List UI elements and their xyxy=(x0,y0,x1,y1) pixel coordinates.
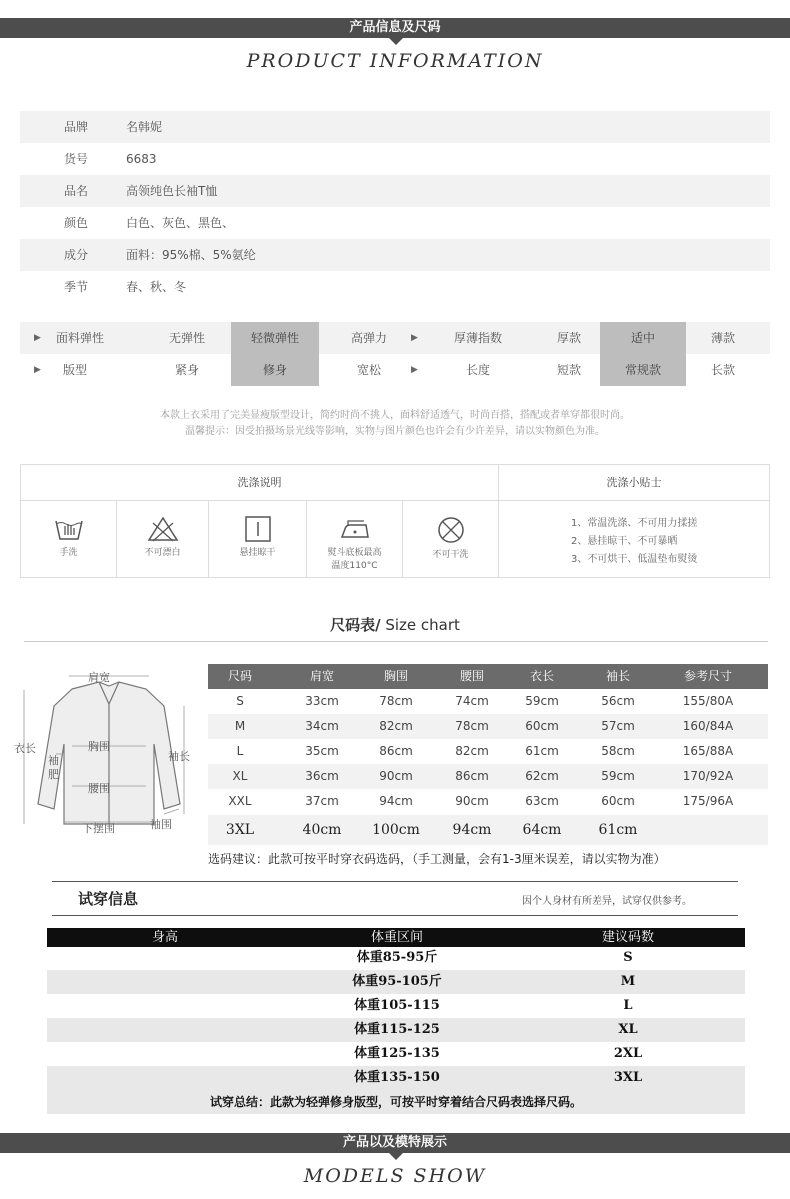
attr-option: 薄款 xyxy=(710,331,735,345)
size-cell: 90cm xyxy=(379,769,413,783)
fit-col-header: 建议码数 xyxy=(601,930,654,945)
fit-cell: M xyxy=(620,974,636,989)
fit-cell: 体重105-115 xyxy=(354,998,440,1013)
size-col-header: 衣长 xyxy=(529,669,554,683)
fit-table-row xyxy=(47,946,745,970)
size-cell: 86cm xyxy=(455,769,489,783)
diagram-label-cuff: 袖围 xyxy=(150,818,172,831)
diagram-label-hem: 下摆围 xyxy=(82,822,115,835)
fit-cell: 体重85-95斤 xyxy=(356,950,438,965)
attr-option: 长款 xyxy=(710,363,735,377)
fit-cell: 体重95-105斤 xyxy=(352,974,442,989)
fit-cell: XL xyxy=(618,1022,638,1037)
care-label: 不可干洗 xyxy=(432,550,469,560)
attr-option: 无弹性 xyxy=(168,331,205,345)
info-row-brand xyxy=(20,111,770,143)
fit-cell: 3XL xyxy=(613,1070,643,1085)
fit-col-header: 身高 xyxy=(151,930,178,945)
size-cell: 64cm xyxy=(522,822,562,838)
hang-dry-icon xyxy=(242,515,274,543)
info-value: 名韩妮 xyxy=(126,120,163,134)
description-note: 本款上衣采用了完美显瘦版型设计，简约时尚不挑人，面料舒适透气，时尚百搭，搭配或者单穿都很时尚。 xyxy=(160,410,630,421)
diagram-label-length: 衣长 xyxy=(14,742,36,755)
fit-table-row xyxy=(47,970,745,994)
info-value: 白色、灰色、黑色、 xyxy=(126,216,235,230)
care-tips-heading: 洗涤小贴士 xyxy=(499,465,769,501)
fit-table-header xyxy=(47,928,745,947)
size-table-row xyxy=(208,815,768,845)
size-chart-title xyxy=(0,614,790,635)
fit-divider-bottom xyxy=(52,915,738,916)
diagram-label-sleeve-width: 袖肥 xyxy=(48,754,59,781)
product-information-title: PRODUCT INFORMATION xyxy=(246,50,544,72)
triangle-right-icon: ▶ xyxy=(34,365,41,375)
size-cell: 60cm xyxy=(525,719,559,733)
size-cell: 63cm xyxy=(525,794,559,808)
garment-diagram xyxy=(14,664,204,838)
care-label: 悬挂晾干 xyxy=(239,548,276,558)
size-col-header: 尺码 xyxy=(227,669,252,683)
info-row-composition xyxy=(20,239,770,271)
attr-option: 高弹力 xyxy=(350,331,387,345)
fit-title: 试穿信息 xyxy=(78,890,139,908)
fit-cell: 2XL xyxy=(613,1046,643,1061)
care-hang-dry xyxy=(209,501,307,578)
attr-row-fit-length xyxy=(20,354,770,386)
top-banner-arrow xyxy=(389,38,403,45)
attr-option: 短款 xyxy=(556,363,581,377)
fit-col-header: 体重区间 xyxy=(370,930,423,945)
size-cell: XL xyxy=(232,769,248,783)
attr-option-selected: 适中 xyxy=(600,322,686,354)
size-cell: 82cm xyxy=(455,744,489,758)
size-col-header: 参考尺寸 xyxy=(683,669,732,683)
fit-divider-top xyxy=(52,881,738,882)
fit-table-row xyxy=(47,1066,745,1090)
bottom-banner-arrow xyxy=(389,1153,403,1160)
top-banner-title: 产品信息及尺码 xyxy=(349,20,441,35)
attr-option: 宽松 xyxy=(356,363,381,377)
size-cell: 36cm xyxy=(305,769,339,783)
attr-label-length: 长度 xyxy=(465,363,490,377)
care-iron xyxy=(307,501,403,578)
diagram-label-sleeve-length: 袖长 xyxy=(168,750,190,763)
info-key: 货号 xyxy=(64,152,89,166)
no-bleach-icon xyxy=(147,515,179,543)
attr-option: 厚款 xyxy=(556,331,581,345)
info-key: 成分 xyxy=(64,248,89,262)
triangle-right-icon: ▶ xyxy=(34,333,41,343)
color-disclaimer: 温馨提示：因受拍摄场景光线等影响，实物与图片颜色也许会有少许差异，请以实物颜色为准。 xyxy=(185,426,605,437)
size-cell: 100cm xyxy=(372,822,420,838)
bottom-banner-title: 产品以及模特展示 xyxy=(342,1135,447,1150)
size-table-row xyxy=(208,789,768,814)
size-table-row xyxy=(208,739,768,764)
fit-cell: 体重135-150 xyxy=(354,1070,440,1085)
fit-summary: 试穿总结：此款为轻弹修身版型，可按平时穿着结合尺码表选择尺码。 xyxy=(47,1090,745,1114)
fit-cell: S xyxy=(623,950,633,965)
attr-label-thickness: 厚薄指数 xyxy=(453,331,502,345)
fit-cell: 体重125-135 xyxy=(354,1046,440,1061)
triangle-right-icon: ▶ xyxy=(411,333,418,343)
attr-label-elasticity: 面料弹性 xyxy=(55,331,104,345)
size-cell: 33cm xyxy=(305,694,339,708)
care-no-dry-clean xyxy=(403,501,499,578)
care-panel xyxy=(20,464,770,578)
size-cell: 59cm xyxy=(525,694,559,708)
fit-table-row xyxy=(47,1018,745,1042)
size-cell: 82cm xyxy=(379,719,413,733)
care-tip: 3、不可烘干、低温垫布熨烫 xyxy=(571,554,698,565)
size-cell: 94cm xyxy=(452,822,492,838)
care-label: 手洗 xyxy=(59,548,78,558)
size-cell: 34cm xyxy=(305,719,339,733)
size-cell: 58cm xyxy=(601,744,635,758)
care-hand-wash xyxy=(21,501,117,578)
size-advice: 选码建议：此款可按平时穿衣码选码，（手工测量，会有1-3厘米误差，请以实物为准） xyxy=(208,852,666,866)
size-col-header: 腰围 xyxy=(459,669,484,683)
size-cell: 94cm xyxy=(379,794,413,808)
size-chart-title-en: Size chart xyxy=(380,616,460,634)
attr-label-fit: 版型 xyxy=(62,363,87,377)
size-cell: 60cm xyxy=(601,794,635,808)
size-cell: 40cm xyxy=(302,822,342,838)
size-cell: 59cm xyxy=(601,769,635,783)
size-cell: 35cm xyxy=(305,744,339,758)
info-value: 春、秋、冬 xyxy=(126,280,187,294)
size-table-row xyxy=(208,689,768,714)
iron-icon xyxy=(338,515,372,543)
size-col-header: 袖长 xyxy=(605,669,630,683)
size-cell: 57cm xyxy=(601,719,635,733)
triangle-right-icon: ▶ xyxy=(411,365,418,375)
attr-option-selected: 常规款 xyxy=(600,354,686,386)
size-cell: M xyxy=(234,719,246,733)
info-key: 颜色 xyxy=(64,216,89,230)
size-table-row xyxy=(208,714,768,739)
diagram-label-waist: 腰围 xyxy=(88,782,110,795)
care-instructions-heading: 洗涤说明 xyxy=(21,465,499,501)
size-cell: 56cm xyxy=(601,694,635,708)
care-label: 温度110°C xyxy=(331,561,378,571)
size-chart-divider xyxy=(24,641,768,642)
size-cell: 155/80A xyxy=(682,694,734,708)
size-chart-title-cn: 尺码表/ xyxy=(330,616,381,634)
attr-option: 紧身 xyxy=(174,363,199,377)
info-key: 品牌 xyxy=(64,120,89,134)
size-table-header xyxy=(208,664,768,689)
hand-wash-icon xyxy=(53,515,85,543)
care-no-bleach xyxy=(117,501,209,578)
info-key: 季节 xyxy=(64,280,89,294)
fit-note: 因个人身材有所差异，试穿仅供参考。 xyxy=(522,896,692,907)
fit-table-row xyxy=(47,1042,745,1066)
info-row-item-no xyxy=(20,143,770,175)
care-tips-list xyxy=(571,515,697,569)
size-cell: XXL xyxy=(228,794,252,808)
care-tip: 1、常温洗涤、不可用力揉搓 xyxy=(571,518,698,529)
size-cell: 160/84A xyxy=(682,719,734,733)
models-show-title: MODELS SHOW xyxy=(303,1165,487,1187)
info-value: 6683 xyxy=(126,152,157,166)
no-dry-clean-icon xyxy=(435,515,467,545)
care-label: 不可漂白 xyxy=(144,548,181,558)
size-col-header: 胸围 xyxy=(383,669,408,683)
size-cell: 86cm xyxy=(379,744,413,758)
size-cell: 90cm xyxy=(455,794,489,808)
fit-table-row xyxy=(47,994,745,1018)
size-cell: 37cm xyxy=(305,794,339,808)
info-key: 品名 xyxy=(64,184,89,198)
attr-option-selected: 修身 xyxy=(231,354,319,386)
size-cell: 78cm xyxy=(379,694,413,708)
info-value: 面料：95%棉、5%氨纶 xyxy=(126,248,256,262)
size-cell: 62cm xyxy=(525,769,559,783)
attr-option-selected: 轻微弹性 xyxy=(231,322,319,354)
size-cell: 170/92A xyxy=(682,769,734,783)
info-row-season xyxy=(20,271,770,303)
size-cell: 165/88A xyxy=(682,744,734,758)
size-table-row xyxy=(208,764,768,789)
size-cell: L xyxy=(236,744,244,758)
size-cell: 74cm xyxy=(455,694,489,708)
size-cell: 78cm xyxy=(455,719,489,733)
info-value: 高领纯色长袖T恤 xyxy=(126,184,218,198)
diagram-label-shoulder: 肩宽 xyxy=(88,671,110,684)
size-cell: 3XL xyxy=(225,822,255,838)
care-label: 熨斗底板最高 xyxy=(327,548,382,558)
size-col-header: 肩宽 xyxy=(309,669,334,683)
info-row-product-name xyxy=(20,175,770,207)
fit-cell: 体重115-125 xyxy=(354,1022,440,1037)
fit-cell: L xyxy=(623,998,633,1013)
size-cell: 61cm xyxy=(598,822,638,838)
care-tip: 2、悬挂晾干、不可暴晒 xyxy=(571,536,678,547)
attr-row-elasticity-thickness xyxy=(20,322,770,354)
info-row-color xyxy=(20,207,770,239)
size-cell: S xyxy=(236,694,244,708)
size-cell: 175/96A xyxy=(682,794,734,808)
diagram-label-chest: 胸围 xyxy=(88,740,110,753)
size-cell: 61cm xyxy=(525,744,559,758)
